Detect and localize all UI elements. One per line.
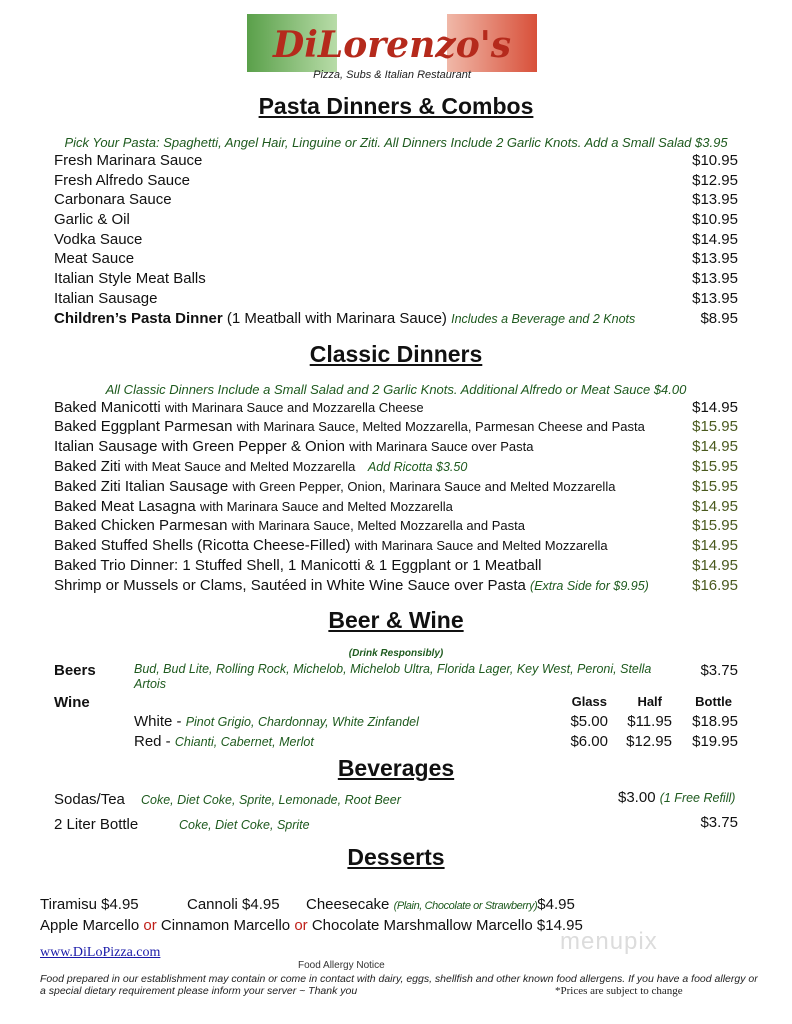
item-name: Garlic & Oil — [54, 211, 130, 228]
item-name: Baked Stuffed Shells (Ricotta Cheese-Filled) — [54, 537, 351, 554]
dessert-cinnamon: Cinnamon Marcello — [160, 917, 291, 934]
item-desc: with Marinara Sauce over Pasta — [349, 439, 534, 454]
item-name: Baked Ziti — [54, 458, 121, 475]
item-price: $10.95 — [692, 152, 738, 169]
cheesecake-note: (Plain, Chocolate or Strawberry) — [393, 900, 538, 912]
beers-price: $3.75 — [700, 662, 738, 679]
item-price: $14.95 — [692, 537, 738, 554]
menu-item — [54, 557, 738, 577]
menu-item — [54, 231, 738, 251]
item-name: Vodka Sauce — [54, 231, 143, 248]
wine-col-glass: Glass — [571, 694, 607, 709]
item-price: $10.95 — [692, 211, 738, 228]
desserts-title-text: Desserts — [347, 844, 445, 870]
website-link[interactable]: www.DiLoPizza.com — [40, 945, 161, 960]
item-price: $13.95 — [692, 250, 738, 267]
dessert-tiramisu: Tiramisu $4.95 — [40, 896, 139, 913]
item-desc: with Marinara Sauce, Melted Mozzarella, Parmesan Cheese and Pasta — [236, 419, 645, 434]
item-extra: Add Ricotta $3.50 — [367, 460, 468, 474]
item-price: $14.95 — [692, 498, 738, 515]
item-name-group — [54, 310, 635, 327]
item-extra: (Extra Side for $9.95) — [530, 579, 649, 593]
classic-section-title: Classic Dinners — [309, 341, 483, 367]
menu-item — [54, 172, 738, 192]
item-name: Italian Sausage — [54, 290, 158, 307]
beverage-price-group — [618, 789, 735, 806]
restaurant-logo — [247, 14, 537, 84]
wine-col-bottle: Bottle — [695, 694, 732, 709]
wine-name: Red - — [134, 733, 171, 750]
menu-item — [54, 270, 738, 290]
beer-section-title: Beer & Wine — [328, 607, 464, 633]
beverages-section-title: Beverages — [337, 755, 455, 781]
or-text: or — [143, 917, 157, 934]
item-name: Baked Ziti Italian Sausage — [54, 478, 229, 495]
classic-note: All Classic Dinners Include a Small Salad and 2 Garlic Knots. Additional Alfredo or Meat Sauce $4.00 — [105, 382, 687, 397]
item-name: Italian Sausage with Green Pepper & Onion — [54, 438, 346, 455]
item-price: $8.95 — [700, 310, 738, 327]
menu-item — [54, 290, 738, 310]
dessert-cheesecake — [306, 896, 575, 913]
wine-row — [134, 733, 314, 750]
beverage-name: 2 Liter Bottle — [54, 816, 139, 833]
item-desc: with Marinara Sauce and Mozzarella Cheese — [164, 400, 424, 415]
pasta-note: Pick Your Pasta: Spaghetti, Angel Hair, Linguine or Ziti. All Dinners Include 2 Garlic Knots. Add a Small Salad $3.95 — [64, 135, 728, 150]
allergy-line1: Food prepared in our establishment may contain or come in contact with dairy, eggs, shellfish and other known food allergens. If you have a food allergy or — [40, 973, 758, 985]
menu-item — [54, 211, 738, 231]
item-name: Italian Style Meat Balls — [54, 270, 206, 287]
wine-half-price: $11.95 — [627, 713, 672, 730]
item-price: $13.95 — [692, 191, 738, 208]
menu-item — [54, 577, 738, 597]
logo-tagline: Pizza, Subs & Italian Restaurant — [313, 69, 471, 81]
menu-item — [54, 152, 738, 172]
wine-bottle-price: $18.95 — [692, 713, 738, 730]
wine-label: Wine — [54, 694, 90, 711]
menu-item — [54, 438, 738, 458]
item-name: Baked Manicotti — [54, 399, 161, 416]
dessert-cannoli: Cannoli $4.95 — [187, 896, 280, 913]
beer-note: (Drink Responsibly) — [348, 648, 444, 659]
item-price: $14.95 — [692, 231, 738, 248]
item-name: Meat Sauce — [54, 250, 135, 267]
wine-glass-price: $6.00 — [570, 733, 608, 750]
item-price: $13.95 — [692, 290, 738, 307]
item-desc: with Marinara Sauce and Melted Mozzarella — [354, 538, 608, 553]
allergy-title: Food Allergy Notice — [298, 960, 385, 971]
item-desc: with Green Pepper, Onion, Marinara Sauce and Melted Mozzarella — [232, 479, 616, 494]
item-price: $13.95 — [692, 270, 738, 287]
item-name: Fresh Marinara Sauce — [54, 152, 203, 169]
item-price: $15.95 — [692, 458, 738, 475]
wine-glass-price: $5.00 — [570, 713, 608, 730]
cheesecake-price: $4.95 — [537, 896, 575, 913]
allergy-line2: a special dietary requirement please inform your server ~ Thank you — [40, 985, 358, 997]
or-text: or — [294, 917, 308, 934]
logo-name: DiLorenzo's — [272, 24, 511, 66]
beverage-extra: (1 Free Refill) — [659, 791, 736, 805]
beverage-price: $3.00 — [618, 789, 656, 806]
item-name: Children’s Pasta Dinner — [54, 310, 223, 327]
wine-desc: Pinot Grigio, Chardonnay, White Zinfandel — [185, 715, 419, 729]
item-desc: with Meat Sauce and Melted Mozzarella — [124, 459, 356, 474]
item-desc: (1 Meatball with Marinara Sauce) — [226, 310, 447, 327]
dessert-marcello-line — [40, 917, 583, 934]
item-price: $15.95 — [692, 478, 738, 495]
item-price: $15.95 — [692, 418, 738, 435]
item-name: Shrimp or Mussels or Clams, Sautéed in White Wine Sauce over Pasta — [54, 577, 526, 594]
menu-item — [54, 418, 738, 438]
beverage-name: Sodas/Tea — [54, 791, 125, 808]
item-price: $14.95 — [692, 399, 738, 416]
menu-item — [54, 310, 738, 330]
item-name: Baked Eggplant Parmesan — [54, 418, 233, 435]
item-price: $12.95 — [692, 172, 738, 189]
beverage-desc: Coke, Diet Coke, Sprite — [179, 818, 310, 832]
wine-desc: Chianti, Cabernet, Merlot — [174, 735, 314, 749]
item-price: $15.95 — [692, 517, 738, 534]
item-name: Carbonara Sauce — [54, 191, 172, 208]
item-price: $16.95 — [692, 577, 738, 594]
menupix-watermark: menupix — [560, 928, 658, 955]
beers-list-line1: Bud, Bud Lite, Rolling Rock, Michelob, Michelob Ultra, Florida Lager, Key West, Peroni, Stella — [134, 662, 652, 676]
beers-list-line2: Artois — [134, 677, 166, 691]
menu-item — [54, 399, 738, 419]
item-name: Baked Chicken Parmesan — [54, 517, 228, 534]
dessert-chocolate: Chocolate Marshmallow Marcello $14.95 — [311, 917, 583, 934]
item-name: Fresh Alfredo Sauce — [54, 172, 190, 189]
cheesecake-name: Cheesecake — [306, 896, 390, 913]
beverage-price: $3.75 — [700, 814, 738, 831]
menu-item — [54, 537, 738, 557]
item-note: Includes a Beverage and 2 Knots — [451, 312, 636, 326]
desserts-section-title — [0, 844, 792, 871]
item-name: Baked Trio Dinner: 1 Stuffed Shell, 1 Manicotti & 1 Eggplant or 1 Meatball — [54, 557, 542, 574]
menu-item — [54, 191, 738, 211]
pasta-section-title: Pasta Dinners & Combos — [258, 93, 534, 119]
prices-note: *Prices are subject to change — [555, 985, 683, 997]
item-name: Baked Meat Lasagna — [54, 498, 196, 515]
menu-item — [54, 517, 738, 537]
menu-item — [54, 458, 738, 478]
beverage-desc: Coke, Diet Coke, Sprite, Lemonade, Root Beer — [141, 793, 401, 807]
wine-col-half: Half — [637, 694, 662, 709]
wine-bottle-price: $19.95 — [692, 733, 738, 750]
wine-row — [134, 713, 419, 730]
beers-label: Beers — [54, 662, 96, 679]
menu-item — [54, 250, 738, 270]
wine-name: White - — [134, 713, 182, 730]
dessert-apple: Apple Marcello — [40, 917, 140, 934]
item-price: $14.95 — [692, 557, 738, 574]
wine-half-price: $12.95 — [626, 733, 672, 750]
menu-item — [54, 478, 738, 498]
item-desc: with Marinara Sauce, Melted Mozzarella and Pasta — [231, 518, 525, 533]
item-price: $14.95 — [692, 438, 738, 455]
item-desc: with Marinara Sauce and Melted Mozzarella — [199, 499, 453, 514]
menu-item — [54, 498, 738, 518]
